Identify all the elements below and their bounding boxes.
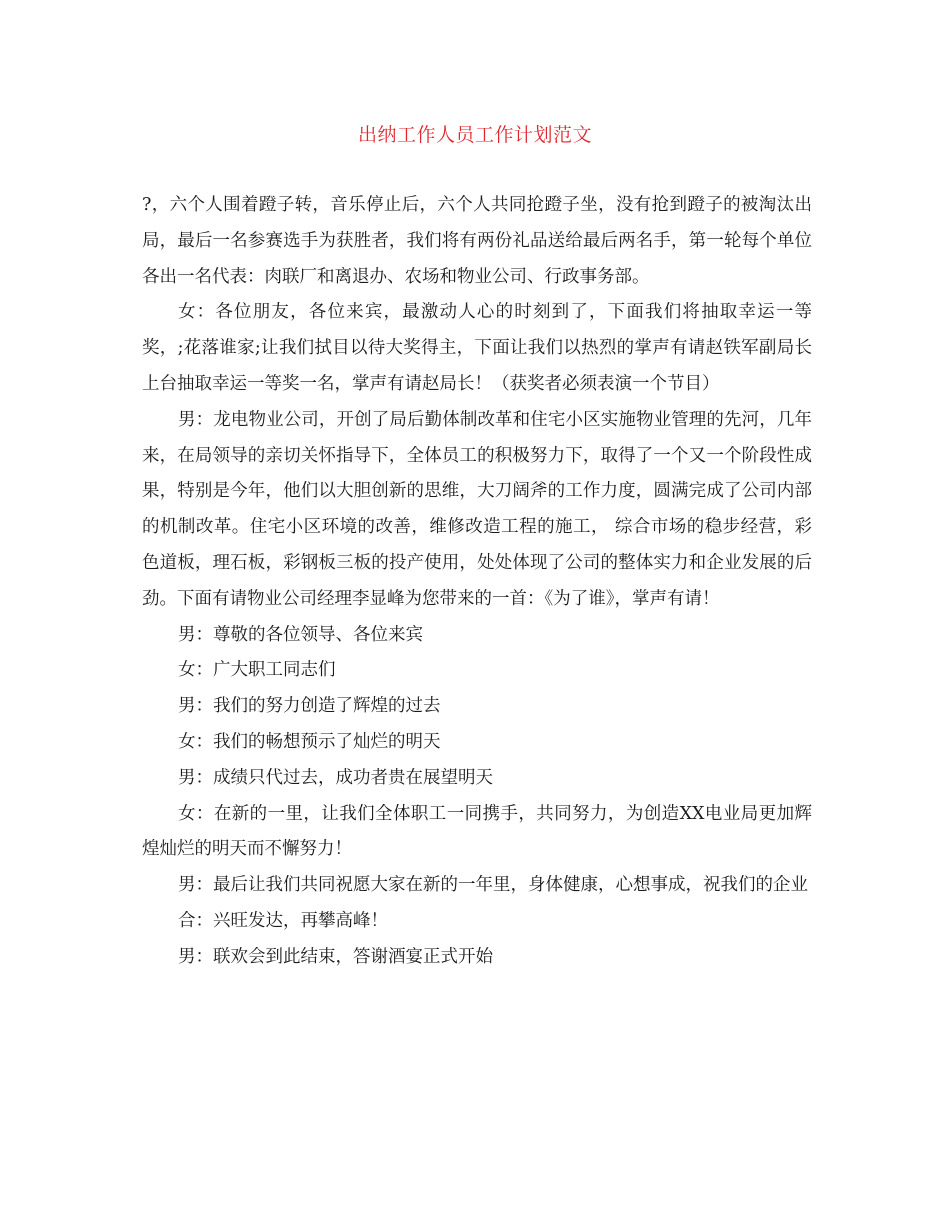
document-title: 出纳工作人员工作计划范文: [357, 124, 592, 146]
paragraph: 男：我们的努力创造了辉煌的过去: [178, 696, 441, 717]
paragraph: 合：兴旺发达，再攀高峰！: [178, 910, 388, 931]
paragraph: 女：在新的一里，让我们全体职工一同携手，共同努力，为创造XX电业局更加辉煌灿烂的明天而不懈努力！: [142, 803, 812, 860]
paragraph: 男：尊敬的各位领导、各位来宾: [178, 624, 423, 645]
paragraph: 男：联欢会到此结束，答谢酒宴正式开始: [178, 946, 493, 967]
paragraph: 男：成绩只代过去，成功者贵在展望明天: [178, 767, 493, 788]
document-body: [142, 188, 812, 976]
paragraph: 男：龙电物业公司，开创了局后勤体制改革和住宅小区实施物业管理的先河，几年来，在局领导的亲切关怀指导下，全体员工的积极努力下，取得了一个又一个阶段性成果，特别是今年，他们以大胆创新的思维，大刀阔斧的工作力度，圆满完成了公司内部的机制改革。住宅小区环境的改善，维修改造工程的施工， 综合市场的稳步经营，彩色道板，理石板，彩钢板三板的投产使用，处处体现了公司的整体实力和企业发展的后劲。下面有请物业公司经理李显峰为您带来的一首：《为了谁》，掌声有请！: [142, 409, 812, 609]
paragraph: 女：我们的畅想预示了灿烂的明天: [178, 731, 441, 752]
paragraph: 女：各位朋友，各位来宾，最激动人心的时刻到了，下面我们将抽取幸运一等奖，;花落谁家;让我们拭目以待大奖得主，下面让我们以热烈的掌声有请赵铁军副局长上台抽取幸运一等奖一名，掌声有请赵局长！（获奖者必须表演一个节目）: [142, 302, 812, 394]
paragraph: 女：广大职工同志们: [178, 660, 336, 681]
paragraph: ?，六个人围着蹬子转，音乐停止后，六个人共同抢蹬子坐，没有抢到蹬子的被淘汰出局，最后一名参赛选手为获胜者，我们将有两份礼品送给最后两名手，第一轮每个单位各出一名代表：肉联厂和离退办、农场和物业公司、行政事务部。: [142, 195, 812, 287]
paragraph: 男：最后让我们共同祝愿大家在新的一年里，身体健康，心想事成，祝我们的企业: [178, 875, 808, 896]
